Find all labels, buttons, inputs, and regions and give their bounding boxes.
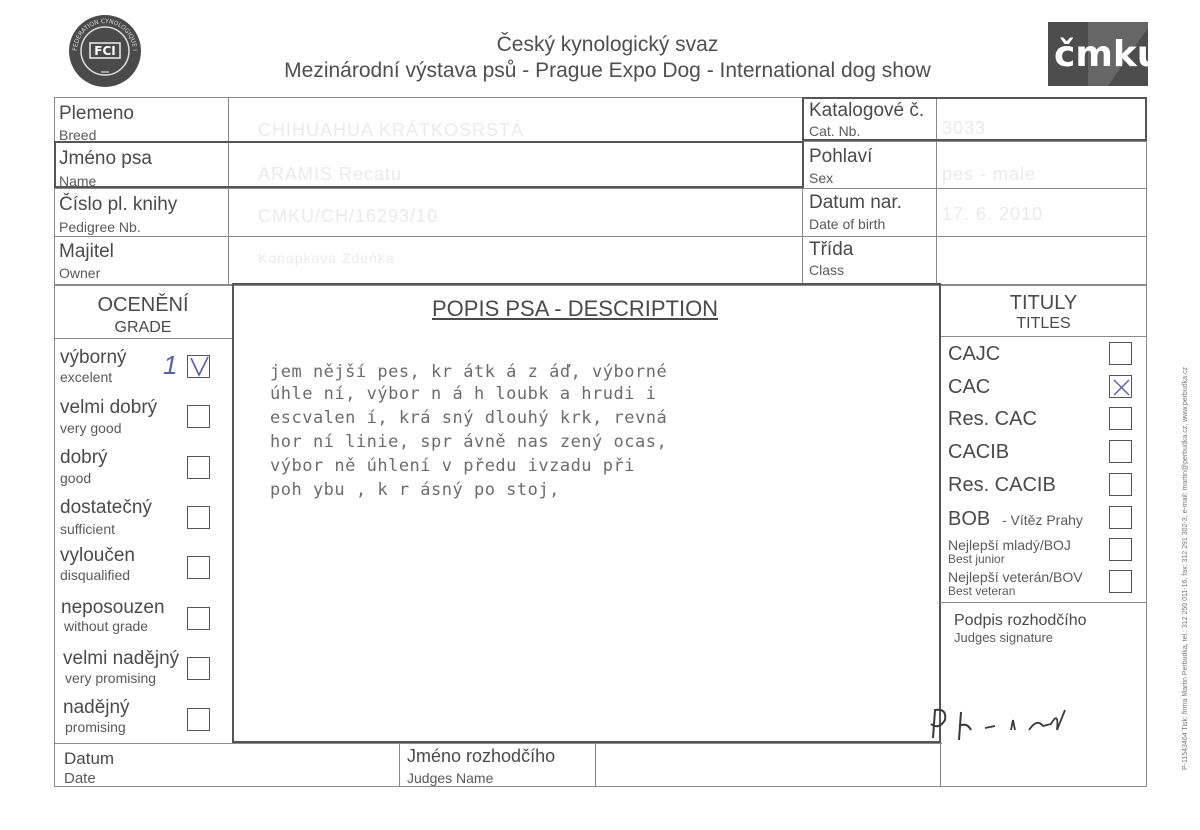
title-checkbox-cac[interactable] (1109, 375, 1132, 398)
catalog-label: Katalogové č. (809, 100, 925, 121)
grade-item-label: vyloučen (60, 545, 135, 566)
breed-value: CHIHUAHUA KRÁTKOSRSTÁ (258, 120, 525, 140)
grade-checkbox-excelent[interactable] (187, 355, 210, 378)
pedigree-label-en: Pedigree Nb. (59, 219, 141, 235)
grade-item-label: výborný (60, 347, 127, 368)
grade-checkbox-very-promising[interactable] (187, 657, 210, 680)
grade-checkbox-promising[interactable] (187, 708, 210, 731)
title-checkbox-res-cacib[interactable] (1109, 473, 1132, 496)
grade-checkbox-good[interactable] (187, 456, 210, 479)
description-line: poh ybu , k r ásný po stoj, (270, 480, 560, 500)
name-value: ARAMIS Recatu (258, 164, 403, 184)
sex-value: pes - male (942, 164, 1037, 184)
description-line: escvalen í, krá sný dlouhý krk, revná (270, 408, 668, 428)
svg-text:FEDERATION CYNOLOGIQUE INTERNA: FEDERATION CYNOLOGIQUE I (71, 17, 139, 52)
grade-item-label: dostatečný (60, 497, 152, 518)
grade-item-label-en: sufficient (60, 521, 115, 537)
title-item-sub: Best junior (948, 552, 1005, 566)
signature-label: Podpis rozhodčího (954, 612, 1087, 629)
sex-label-en: Sex (809, 170, 834, 186)
sex-label: Pohlaví (809, 146, 873, 167)
title-item-label: Res. CACIB (948, 474, 1056, 496)
header-organization: Český kynologický svaz (496, 33, 719, 56)
grade-item-label-en: without grade (64, 618, 149, 634)
grade-item-label-en: excelent (60, 369, 113, 385)
title-checkbox-bov[interactable] (1109, 570, 1132, 593)
date-label: Datum (64, 749, 115, 768)
title-item-sub: Best veteran (948, 584, 1016, 598)
svg-text:FCI: FCI (94, 44, 116, 58)
class-label-en: Class (809, 262, 845, 278)
description-line: hor ní linie, spr ávně nas zený ocas, (270, 432, 668, 452)
description-title: POPIS PSA - DESCRIPTION (432, 296, 719, 321)
grade-checkbox-disqualified[interactable] (187, 556, 210, 579)
grade-item-label-en: very good (60, 420, 122, 436)
cmku-logo (1048, 22, 1163, 86)
title-item-label: Res. CAC (948, 408, 1037, 430)
name-row-highlight (54, 141, 804, 188)
name-label-en: Name (59, 173, 97, 189)
dob-value: 17. 6. 2010 (942, 204, 1044, 224)
owner-label: Majitel (59, 241, 114, 262)
fci-logo (68, 14, 142, 88)
breed-label-en: Breed (59, 127, 97, 143)
grade-item-label-en: disqualified (60, 567, 131, 583)
grade-item-label: nadějný (63, 697, 130, 718)
title-item-label: CACIB (948, 441, 1010, 463)
judge-signature (925, 700, 1075, 750)
header-show-name: Mezinárodní výstava psů - Prague Expo Dog - International dog show (284, 59, 931, 82)
breed-label: Plemeno (59, 103, 134, 124)
grade-checkbox-without-grade[interactable] (187, 607, 210, 630)
grade-checkbox-sufficient[interactable] (187, 506, 210, 529)
title-checkbox-cacib[interactable] (1109, 440, 1132, 463)
title-item-suffix: - Vítěz Prahy (1002, 512, 1083, 528)
grade-title-en: GRADE (114, 319, 172, 336)
svg-text:čmku: čmku (1054, 34, 1163, 75)
description-box (232, 283, 941, 743)
dob-label: Datum nar. (809, 192, 902, 213)
title-item-label: CAC (948, 376, 991, 398)
description-line: úhle ní, výbor n á h loubk a hrudi i (270, 384, 657, 404)
judge-name-label-en: Judges Name (407, 770, 494, 786)
titles-title: TITULY (1009, 292, 1078, 314)
owner-label-en: Owner (59, 265, 101, 281)
grade-item-label-en: very promising (65, 670, 157, 686)
title-checkbox-bob[interactable] (1109, 506, 1132, 529)
description-line: jem nější pes, kr átk á z áď, výborné (270, 362, 668, 382)
pedigree-value: CMKU/CH/16293/10 (258, 206, 439, 226)
grade-item-label-en: good (60, 470, 92, 486)
placement-mark: 1 (163, 350, 178, 380)
printer-imprint: P-11543464 Tisk: firma Martin Perbudka, tel.: 312 250 011-16, fax: 312 291 302-3, e-mail: martin@perbudka.cz, www.perbudka.cz (1182, 367, 1189, 770)
catalog-label-en: Cat. Nb. (809, 123, 861, 139)
title-checkbox-boj[interactable] (1109, 538, 1132, 561)
description-line: výbor ně úhlení v předu ivzadu při (270, 456, 635, 476)
grade-title: OCENĚNÍ (97, 294, 189, 316)
title-item-label: Nejlepší veterán/BOV (948, 569, 1083, 585)
pedigree-label: Číslo pl. knihy (59, 194, 178, 215)
title-item-label: CAJC (948, 343, 1001, 365)
title-checkbox-res-cac[interactable] (1109, 407, 1132, 430)
grade-item-label: velmi nadějný (63, 648, 180, 669)
title-checkbox-cajc[interactable] (1109, 342, 1132, 365)
judge-name-label: Jméno rozhodčího (407, 746, 556, 766)
title-item-label: BOB (948, 508, 991, 530)
grade-item-label: dobrý (60, 447, 108, 468)
signature-label-en: Judges signature (954, 630, 1054, 645)
grade-checkbox-very-good[interactable] (187, 405, 210, 428)
title-item-label: Nejlepší mladý/BOJ (948, 537, 1071, 553)
name-label: Jméno psa (59, 148, 152, 169)
grade-item-label: velmi dobrý (60, 397, 158, 418)
owner-value: Konopková Zdeňka (258, 250, 395, 266)
titles-title-en: TITLES (1016, 315, 1071, 332)
grade-item-label: neposouzen (61, 597, 165, 618)
date-label-en: Date (64, 770, 96, 787)
grade-item-label-en: promising (65, 719, 126, 735)
dob-label-en: Date of birth (809, 216, 886, 232)
catalog-value: 3033 (942, 118, 987, 138)
class-label: Třída (809, 239, 854, 260)
